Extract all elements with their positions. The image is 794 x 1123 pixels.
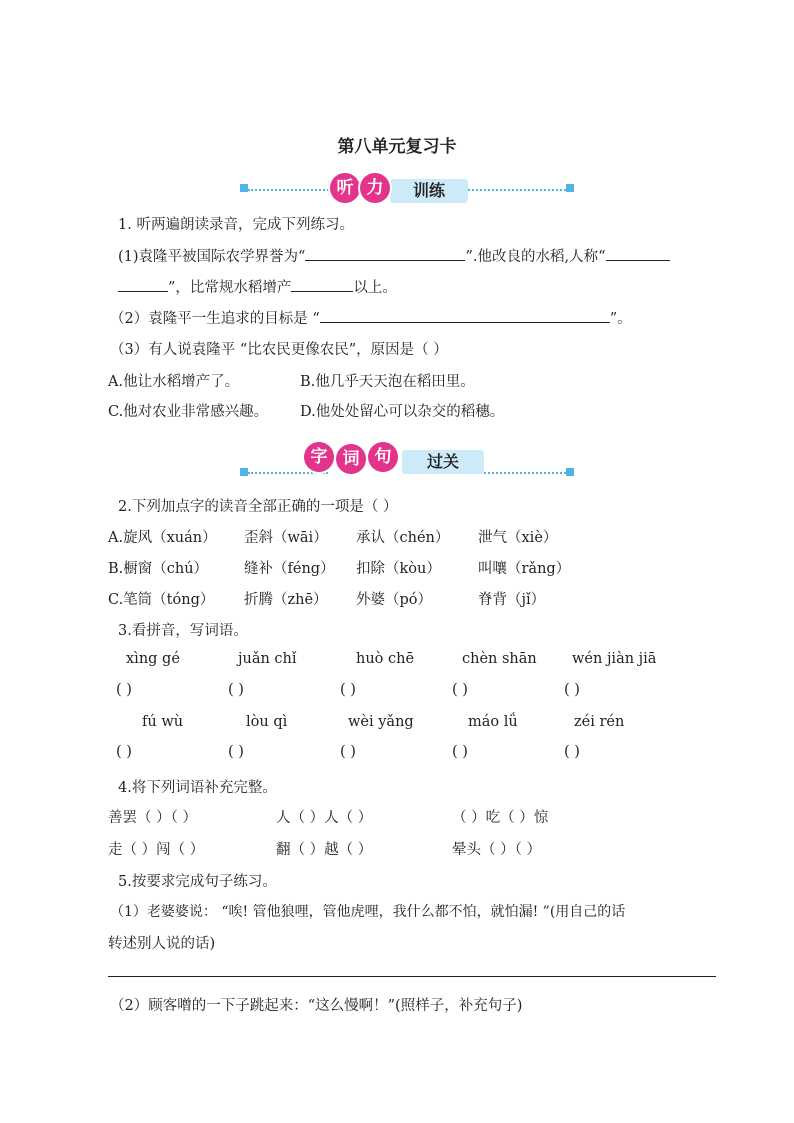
answer-parens[interactable]: ( ) bbox=[228, 682, 244, 698]
q4-stem: 4.将下列词语补充完整。 bbox=[118, 780, 277, 796]
q1-p1-text-b: ”.他改良的水稻,人称“ bbox=[465, 249, 606, 265]
pinyin: lòu qì bbox=[246, 714, 288, 730]
q1-part1-line1 bbox=[118, 245, 670, 266]
q3-stem: 3.看拼音，写词语。 bbox=[118, 623, 248, 639]
answer-blank[interactable] bbox=[305, 246, 465, 261]
section-banner-listening bbox=[240, 170, 575, 206]
q2-row-c-2: 折腾（zhē） bbox=[244, 592, 328, 608]
section-label: 训练 bbox=[390, 179, 468, 203]
pinyin: máo lǘ bbox=[468, 714, 518, 730]
answer-parens[interactable]: ( ) bbox=[452, 744, 468, 760]
q2-row-b-4: 叫嚷（rǎng） bbox=[478, 561, 571, 577]
pinyin: fú wù bbox=[142, 714, 184, 730]
pinyin: wèi yǎng bbox=[348, 714, 414, 730]
q2-row-a-2: 歪斜（wāi） bbox=[244, 530, 328, 546]
square-marker-right bbox=[566, 468, 574, 476]
q2-row-c-1: C.笔筒（tóng） bbox=[108, 592, 215, 608]
q5-part2: （2）顾客噌的一下子跳起来：“这么慢啊！”(照样子，补充句子) bbox=[110, 998, 523, 1014]
square-marker-right bbox=[566, 184, 574, 192]
q5-part1-line1: （1）老婆婆说： “唉! 管他狼哩，管他虎哩，我什么都不怕，就怕漏! ”(用自己的话 bbox=[110, 904, 626, 920]
q2-row-a-3: 承认（chén） bbox=[356, 530, 450, 546]
section-char-1: 听 bbox=[330, 173, 360, 203]
answer-parens[interactable]: ( ) bbox=[116, 744, 132, 760]
q1-stem: 1. 听两遍朗读录音，完成下列练习。 bbox=[118, 217, 354, 233]
q1-option-b[interactable]: B.他几乎天天泡在稻田里。 bbox=[300, 374, 475, 390]
square-marker-left bbox=[240, 468, 248, 476]
section-banner-words bbox=[240, 442, 575, 478]
answer-parens-wide[interactable] bbox=[564, 682, 598, 698]
q5-part1-line2: 转述别人说的话) bbox=[108, 936, 216, 952]
q1-p1-text-c: ”，比常规水稻增产 bbox=[168, 280, 292, 296]
q2-row-c-3: 外婆（pó） bbox=[356, 592, 433, 608]
q1-part1-line2 bbox=[118, 276, 397, 297]
q1-part2 bbox=[110, 307, 632, 328]
idiom-fill[interactable]: 人（ ）人（ ） bbox=[276, 810, 373, 826]
idiom-fill[interactable]: 翻（ ）越（ ） bbox=[276, 842, 373, 858]
paren-text: ( ) bbox=[564, 682, 580, 698]
q1-p1-text-d: 以上。 bbox=[353, 280, 397, 296]
q5-stem: 5.按要求完成句子练习。 bbox=[118, 874, 277, 890]
q1-p1-text-a: (1)袁隆平被国际农学界誉为“ bbox=[118, 249, 306, 265]
section-char-2: 词 bbox=[336, 444, 366, 474]
pinyin: zéi rén bbox=[574, 714, 625, 730]
idiom-fill[interactable]: 善罢（ ）（ ） bbox=[108, 810, 197, 826]
idiom-fill[interactable]: （ ）吃（ ）惊 bbox=[452, 810, 549, 826]
answer-parens[interactable]: ( ) bbox=[340, 744, 356, 760]
q1-p2-text-a: （2）袁隆平一生追求的目标是 “ bbox=[110, 311, 320, 327]
q1-part3: （3）有人说袁隆平 “比农民更像农民”，原因是（ ） bbox=[110, 342, 448, 358]
section-char-1: 字 bbox=[304, 442, 334, 472]
answer-parens[interactable]: ( ) bbox=[228, 744, 244, 760]
section-char-2: 力 bbox=[360, 173, 390, 203]
idiom-fill[interactable]: 晕头（ ）（ ） bbox=[452, 842, 541, 858]
answer-parens[interactable]: ( ) bbox=[116, 682, 132, 698]
pinyin: wén jiàn jiā bbox=[572, 651, 657, 667]
q1-p2-text-b: ”。 bbox=[609, 311, 632, 327]
q1-option-d[interactable]: D.他处处留心可以杂交的稻穗。 bbox=[300, 404, 505, 420]
dotted-line-left bbox=[248, 472, 328, 474]
section-label: 过关 bbox=[402, 450, 484, 474]
q2-stem: 2.下列加点字的读音全部正确的一项是（ ） bbox=[118, 499, 398, 515]
q1-option-a[interactable]: A.他让水稻增产了。 bbox=[108, 374, 240, 390]
q1-option-c[interactable]: C.他对农业非常感兴趣。 bbox=[108, 404, 269, 420]
section-char-3: 句 bbox=[368, 442, 398, 472]
dotted-line-right bbox=[468, 189, 566, 191]
answer-blank[interactable] bbox=[118, 277, 168, 292]
pinyin: huò chē bbox=[356, 651, 415, 667]
square-marker-left bbox=[240, 184, 248, 192]
answer-parens[interactable]: ( ) bbox=[564, 744, 580, 760]
q2-row-a-4: 泄气（xiè） bbox=[478, 530, 558, 546]
q2-row-b-3: 扣除（kòu） bbox=[356, 561, 441, 577]
answer-parens[interactable]: ( ) bbox=[340, 682, 356, 698]
answer-parens[interactable]: ( ) bbox=[452, 682, 468, 698]
pinyin: chèn shān bbox=[462, 651, 537, 667]
dotted-line-right bbox=[484, 472, 566, 474]
answer-blank[interactable] bbox=[606, 246, 670, 261]
idiom-fill[interactable]: 走（ ）闯（ ） bbox=[108, 842, 205, 858]
pinyin: juǎn chǐ bbox=[238, 651, 297, 667]
q2-row-c-4: 脊背（jǐ） bbox=[478, 592, 546, 608]
answer-blank[interactable] bbox=[291, 277, 353, 292]
answer-blank[interactable] bbox=[320, 308, 610, 323]
page-title: 第八单元复习卡 bbox=[337, 137, 457, 157]
answer-line[interactable] bbox=[108, 976, 716, 977]
q2-row-b-1: B.橱窗（chú） bbox=[108, 561, 209, 577]
q2-row-b-2: 缝补（féng） bbox=[244, 561, 335, 577]
pinyin: xìng gé bbox=[126, 651, 180, 667]
q2-row-a-1: A.旋风（xuán） bbox=[108, 530, 217, 546]
